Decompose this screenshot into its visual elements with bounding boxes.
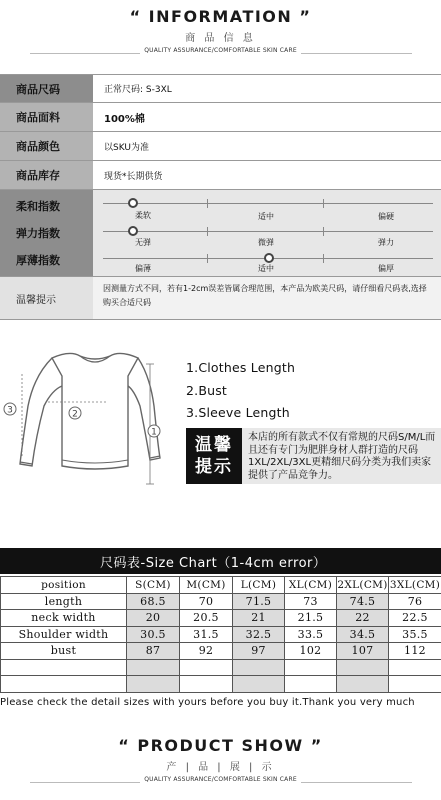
- table-cell: [180, 659, 233, 676]
- table-cell: 71.5: [233, 593, 285, 610]
- scale-labels: [0, 190, 93, 276]
- scale-tick: [323, 199, 324, 208]
- divider: [0, 319, 441, 320]
- legend-sleeve-length: 3.Sleeve Length: [186, 405, 290, 420]
- table-cell: Shoulder width: [1, 626, 127, 643]
- info-value: 现货*长期供货: [93, 161, 441, 189]
- table-cell: 76: [389, 593, 441, 610]
- table-cell: [233, 659, 285, 676]
- table-cell: length: [1, 593, 127, 610]
- table-cell: [1, 676, 127, 693]
- scale-tick: [323, 227, 324, 236]
- table-cell: 32.5: [233, 626, 285, 643]
- table-cell: 68.5: [127, 593, 180, 610]
- table-cell: 22: [337, 610, 389, 627]
- info-value: 以SKU为准: [93, 132, 441, 160]
- table-cell: [389, 659, 441, 676]
- section-title: “ PRODUCT SHOW ”: [118, 736, 323, 755]
- thickness-indicator: [264, 253, 274, 263]
- column-header: position: [1, 577, 127, 594]
- table-row: [1, 593, 441, 610]
- column-header: L(CM): [233, 577, 285, 594]
- column-header: 2XL(CM): [337, 577, 389, 594]
- notice-label: 温馨提示: [0, 277, 93, 319]
- table-row: [1, 626, 441, 643]
- garment-measurement-diagram: [0, 346, 180, 486]
- scale-option: 弹力: [378, 238, 394, 247]
- table-cell: 30.5: [127, 626, 180, 643]
- section-title: “ INFORMATION ”: [129, 7, 312, 26]
- section-subtitle: 产 | 品 | 展 | 示: [166, 762, 275, 773]
- table-cell: 20.5: [180, 610, 233, 627]
- table-cell: [337, 659, 389, 676]
- table-cell: [285, 676, 337, 693]
- scale-option: 偏薄: [135, 264, 151, 273]
- size-chart-title: 尺码表-Size Chart（1-4cm error）: [0, 548, 441, 574]
- scale-option: 适中: [258, 212, 274, 221]
- tip-text: 本店的所有款式不仅有常规的尺码S/M/L而且还有专门为肥胖身材人群打造的尺码1XL/2XL/3XL更精细尺码分类为我们卖家提供了产品竞争力。: [248, 432, 436, 481]
- table-cell: 92: [180, 643, 233, 660]
- info-value: 100%棉: [93, 103, 441, 131]
- table-cell: [180, 676, 233, 693]
- info-label: 商品面料: [0, 103, 93, 131]
- info-value: 正常尺码: S-3XL: [93, 75, 441, 102]
- column-header: S(CM): [127, 577, 180, 594]
- scale-option: 无弹: [135, 238, 151, 247]
- scale-option: 偏厚: [378, 264, 394, 273]
- table-cell: 74.5: [337, 593, 389, 610]
- scale-tick: [207, 227, 208, 236]
- product-show-header: [0, 736, 441, 788]
- table-cell: [127, 659, 180, 676]
- section-tagline: QUALITY ASSURANCE/COMFORTABLE SKIN CARE: [140, 47, 301, 54]
- info-row-size: [0, 75, 441, 102]
- column-header: XL(CM): [285, 577, 337, 594]
- scale-tick: [207, 254, 208, 263]
- table-cell: 33.5: [285, 626, 337, 643]
- tip-badge-line: 提示: [195, 457, 233, 477]
- table-cell: [337, 676, 389, 693]
- legend-clothes-length: 1.Clothes Length: [186, 360, 296, 375]
- softness-scale-track: [103, 203, 433, 204]
- info-label: 商品库存: [0, 161, 93, 189]
- section-tagline-bar: [0, 776, 441, 788]
- table-cell: 87: [127, 643, 180, 660]
- column-header: 3XL(CM): [389, 577, 441, 594]
- table-cell: 73: [285, 593, 337, 610]
- diagram-marker: 3: [7, 405, 13, 416]
- info-row-stock: [0, 161, 441, 189]
- size-chart-table: [0, 576, 441, 693]
- information-header: [0, 7, 441, 59]
- table-cell: [285, 659, 337, 676]
- scale-label: 柔和指数: [16, 199, 60, 213]
- size-chart-footnote: Please check the detail sizes with yours before you buy it.Thank you very much: [0, 697, 415, 708]
- scale-option: 适中: [258, 264, 274, 273]
- table-cell: 107: [337, 643, 389, 660]
- tip-badge-line: 温馨: [195, 435, 233, 455]
- section-tagline: QUALITY ASSURANCE/COMFORTABLE SKIN CARE: [140, 776, 301, 783]
- table-cell: 35.5: [389, 626, 441, 643]
- table-row: [1, 659, 441, 676]
- scale-tick: [323, 254, 324, 263]
- table-cell: 97: [233, 643, 285, 660]
- tip-box: [186, 428, 441, 484]
- scale-tick: [207, 199, 208, 208]
- table-cell: bust: [1, 643, 127, 660]
- table-cell: 102: [285, 643, 337, 660]
- legend-bust: 2.Bust: [186, 383, 228, 398]
- table-cell: [127, 676, 180, 693]
- table-cell: [233, 676, 285, 693]
- info-row-color: [0, 132, 441, 160]
- info-row-fabric: [0, 103, 441, 131]
- softness-indicator: [128, 198, 138, 208]
- table-cell: 70: [180, 593, 233, 610]
- index-scales: [0, 190, 441, 276]
- table-cell: [1, 659, 127, 676]
- sweatshirt-outline-icon: [0, 346, 180, 486]
- section-subtitle: 商 品 信 息: [185, 33, 256, 44]
- table-header-row: [1, 577, 441, 594]
- table-cell: 21.5: [285, 610, 337, 627]
- table-row: [1, 610, 441, 627]
- diagram-marker: 1: [151, 427, 157, 438]
- table-row: [1, 676, 441, 693]
- scale-label: 弹力指数: [16, 226, 60, 240]
- notice-row: [0, 277, 441, 319]
- info-label: 商品颜色: [0, 132, 93, 160]
- column-header: M(CM): [180, 577, 233, 594]
- table-cell: 31.5: [180, 626, 233, 643]
- scale-label: 厚薄指数: [16, 254, 60, 268]
- tip-badge: [186, 428, 242, 484]
- table-cell: 21: [233, 610, 285, 627]
- scale-option: 微弹: [258, 238, 274, 247]
- table-cell: neck width: [1, 610, 127, 627]
- scale-option: 偏硬: [378, 212, 394, 221]
- table-cell: [389, 676, 441, 693]
- scale-option: 柔软: [135, 211, 151, 220]
- table-cell: 112: [389, 643, 441, 660]
- diagram-marker: 2: [72, 409, 78, 420]
- elasticity-scale-track: [103, 231, 433, 232]
- elasticity-indicator: [128, 226, 138, 236]
- section-tagline-bar: [0, 47, 441, 59]
- notice-text: 因测量方式不同，若有1-2cm误差皆属合理范围，本产品为欧美尺码，请仔细看尺码表,选择购买合适尺码: [93, 277, 441, 319]
- info-label: 商品尺码: [0, 75, 93, 102]
- table-cell: 34.5: [337, 626, 389, 643]
- table-cell: 20: [127, 610, 180, 627]
- table-cell: 22.5: [389, 610, 441, 627]
- table-row: [1, 643, 441, 660]
